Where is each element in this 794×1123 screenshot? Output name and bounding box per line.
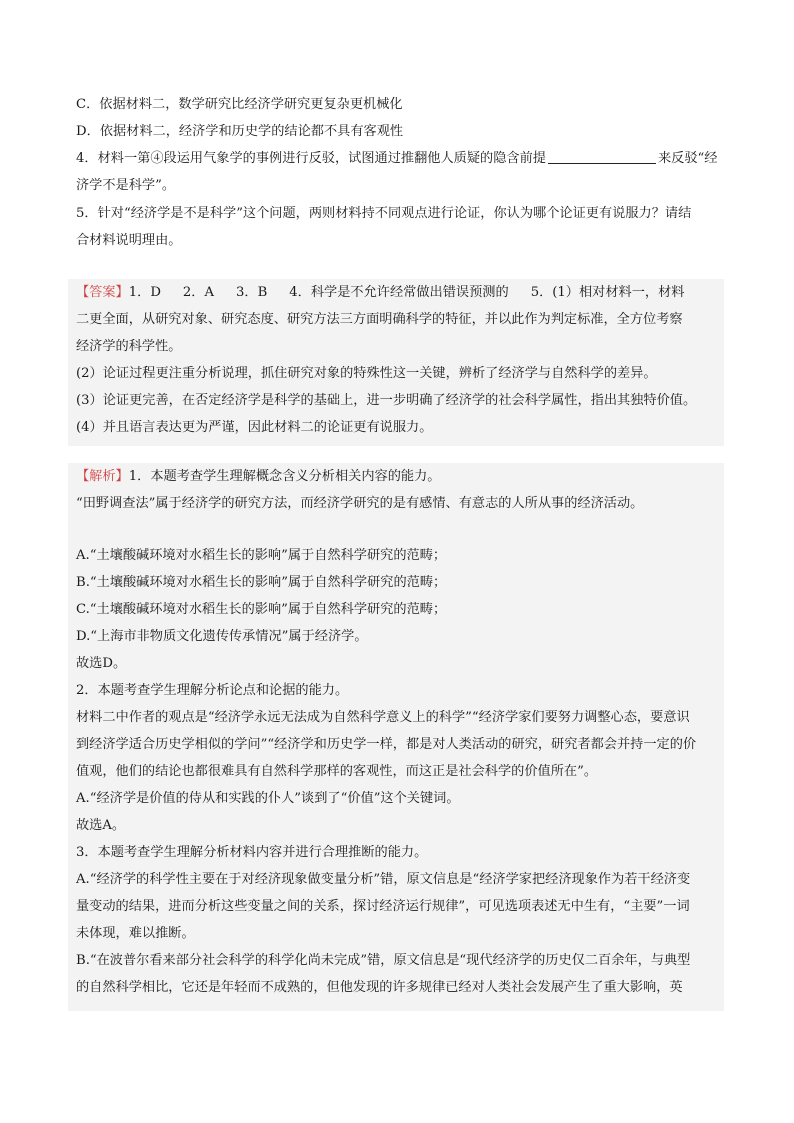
answer-3: 3．B <box>236 285 268 300</box>
answer-line-5: (3）论证更完善，在否定经济学是科学的基础上，进一步明确了经济学的社会科学属性，指出其独特价值。 <box>76 393 697 408</box>
analysis-tag: 【解析】 <box>76 469 129 484</box>
analysis-line-9: 材料二中作者的观点是“经济学永远无法成为自然科学意义上的科学”“经济学家们要努力调整心态，要意识 <box>76 710 690 725</box>
answer-tag: 【答案】 <box>76 285 129 300</box>
question-4-continued: 济学不是科学”。 <box>76 178 176 193</box>
question-4-text: 4．材料一第④段运用气象学的事例进行反驳，试图通过推翻他人质疑的隐含前提 <box>76 151 546 166</box>
answer-4: 4．科学是不允许经常做出错误预测的 <box>289 285 509 300</box>
analysis-line-8: 2．本题考查学生理解分析论点和论据的能力。 <box>76 683 349 698</box>
analysis-line-2: “田野调查法”属于经济学的研究方法，而经济学研究的是有感情、有意志的人所从事的经济活动。 <box>76 496 644 511</box>
analysis-line-14: 3．本题考查学生理解分析材料内容并进行合理推断的能力。 <box>76 845 428 860</box>
answer-1: 1．D <box>128 285 161 300</box>
question-4-text-end: 来反驳“经 <box>657 151 718 166</box>
analysis-line-13: 故选A。 <box>76 818 126 833</box>
analysis-line-11: 值观，他们的结论也都很难具有自然科学那样的客观性，而这正是社会科学的价值所在”。 <box>76 764 598 779</box>
answer-line-2: 二更全面，从研究对象、研究态度、研究方法三方面明确科学的特征，并以此作为判定标准，全方位考察 <box>76 312 683 327</box>
analysis-line-19: 的自然科学相比，它还是年轻而不成熟的，但他发现的许多规律已经对人类社会发展产生了重大影响，英 <box>76 980 683 995</box>
analysis-line-5: C.“土壤酸碱环境对水稻生长的影响”属于自然科学研究的范畴； <box>76 602 447 617</box>
analysis-text: 1．本题考查学生理解概念含义分析相关内容的能力。 <box>128 469 441 484</box>
answer-blank <box>548 149 656 164</box>
analysis-line-17: 未体现，难以推断。 <box>76 926 195 941</box>
analysis-line-4: B.“土壤酸碱环境对水稻生长的影响”属于自然科学研究的范畴； <box>76 575 447 590</box>
analysis-line-12: A.“经济学是价值的侍从和实践的仆人”谈到了“价值”这个关键词。 <box>76 791 460 806</box>
question-5: 5．针对“经济学是不是科学”这个问题，两则材料持不同观点进行论证，你认为哪个论证更有说服力？请结 <box>76 206 692 221</box>
analysis-line-10: 到经济学适合历史学相似的学问”“经济学和历史学一样，都是对人类活动的研究，研究者都会并持一定的价 <box>76 737 697 752</box>
analysis-line-18: B.“在波普尔看来部分社会科学的科学化尚未完成”错，原文信息是“现代经济学的历史仅二百余年，与典型 <box>76 953 691 968</box>
answer-5: 5．(1）相对材料一，材料 <box>530 285 685 300</box>
answer-line-4: (2）论证过程更注重分析说理，抓住研究对象的特殊性这一关键，辨析了经济学与自然科学的差异。 <box>76 366 657 381</box>
question-5-continued: 合材料说明理由。 <box>76 233 182 248</box>
analysis-line-3: A.“土壤酸碱环境对水稻生长的影响”属于自然科学研究的范畴； <box>76 548 447 563</box>
option-c: C．依据材料二，数学研究比经济学研究更复杂更机械化 <box>76 97 403 112</box>
answer-2: 2．A <box>182 285 215 300</box>
analysis-line-1 <box>76 467 726 487</box>
analysis-line-7: 故选D。 <box>76 656 127 671</box>
analysis-line-15: A.“经济学的科学性主要在于对经济现象做变量分析”错，原文信息是“经济学家把经济现象作为若干经济变 <box>76 872 691 887</box>
option-d: D．依据材料二，经济学和历史学的结论都不具有客观性 <box>76 124 404 139</box>
answer-line-6: (4）并且语言表达更为严谨，因此材料二的论证更有说服力。 <box>76 420 433 435</box>
question-4 <box>76 149 726 169</box>
analysis-line-16: 量变动的结果，进而分析这些变量之间的关系，探讨经济运行规律”，可见选项表述无中生有，“主要”一词 <box>76 899 690 914</box>
answer-line-1 <box>76 283 726 303</box>
analysis-line-6: D.“上海市非物质文化遗传传承情况”属于经济学。 <box>76 629 368 644</box>
answer-line-3: 经济学的科学性。 <box>76 339 182 354</box>
